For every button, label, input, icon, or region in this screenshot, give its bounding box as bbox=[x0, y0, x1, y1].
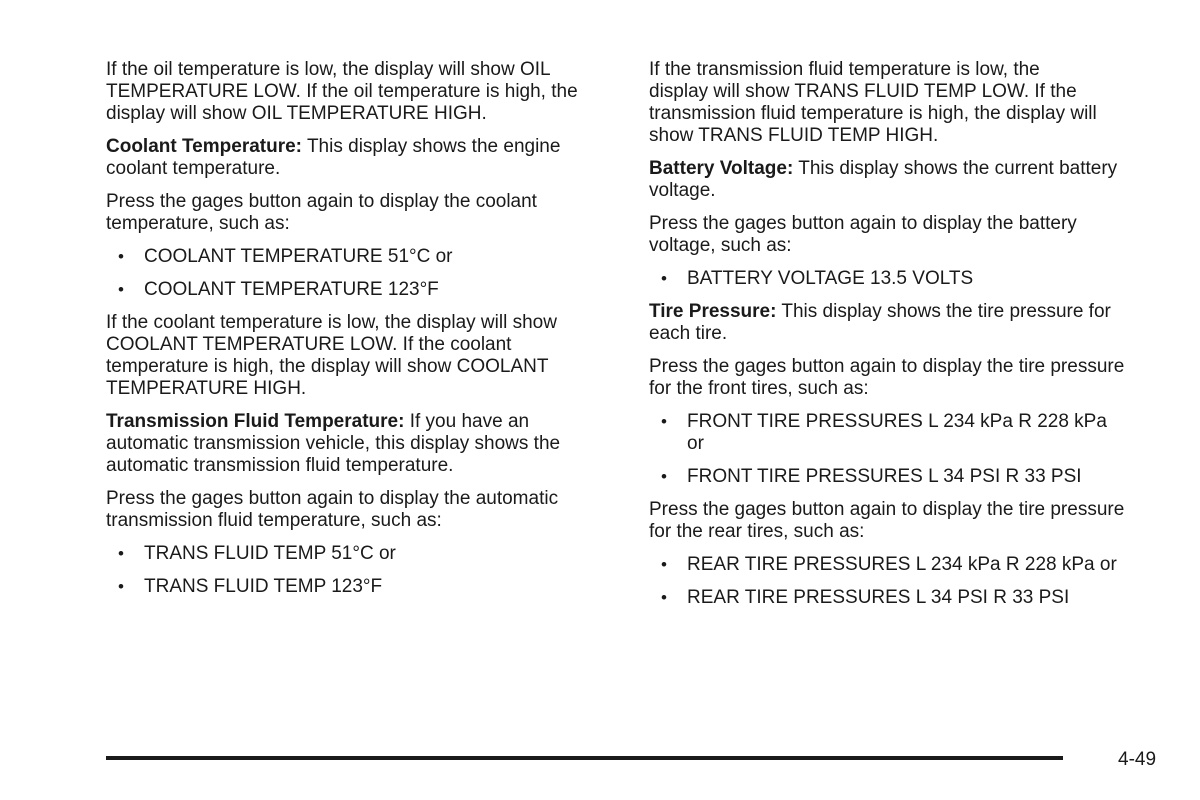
front-tire-press-paragraph: Press the gages button again to display the tire pressure for the front tires, such as: bbox=[649, 356, 1125, 399]
page-number: 4-49 bbox=[1118, 749, 1157, 770]
list-item bbox=[649, 587, 1169, 609]
list-item bbox=[649, 554, 1169, 576]
footer-rule bbox=[106, 756, 1063, 760]
bullet-icon: • bbox=[118, 544, 124, 563]
transmission-bullet-list bbox=[106, 543, 626, 598]
list-item bbox=[649, 411, 1169, 455]
transmission-fluid-temperature-term: Transmission Fluid Temperature: bbox=[106, 411, 405, 432]
battery-bullet-list bbox=[649, 268, 1169, 290]
transmission-low-high-paragraph: If the transmission fluid temperature is low, the display will show TRANS FLUID TEMP LOW. If the transmission fluid temperature is high, the display will show TRANS FLUID TEMP HIGH. bbox=[649, 59, 1097, 146]
list-item-text: TRANS FLUID TEMP 123°F bbox=[144, 576, 383, 597]
list-item bbox=[649, 268, 1169, 290]
coolant-bullet-list bbox=[106, 246, 626, 301]
list-item-text: BATTERY VOLTAGE 13.5 VOLTS bbox=[687, 268, 974, 289]
bullet-icon: • bbox=[661, 412, 667, 431]
bullet-icon: • bbox=[661, 555, 667, 574]
list-item-text: REAR TIRE PRESSURES L 234 kPa R 228 kPa or bbox=[687, 554, 1117, 575]
list-item bbox=[106, 576, 626, 598]
bullet-icon: • bbox=[661, 269, 667, 288]
list-item bbox=[649, 466, 1169, 488]
list-item-text: REAR TIRE PRESSURES L 34 PSI R 33 PSI bbox=[687, 587, 1070, 608]
bullet-icon: • bbox=[118, 577, 124, 596]
oil-temp-paragraph: If the oil temperature is low, the display will show OIL TEMPERATURE LOW. If the oil temperature is high, the display will show OIL TEMPERATURE HIGH. bbox=[106, 59, 578, 124]
list-item-text: TRANS FLUID TEMP 51°C or bbox=[144, 543, 396, 564]
coolant-temperature-term: Coolant Temperature: bbox=[106, 136, 303, 157]
coolant-temperature-paragraph bbox=[106, 136, 626, 180]
list-item-text: FRONT TIRE PRESSURES L 234 kPa R 228 kPa or bbox=[687, 411, 1107, 454]
bullet-icon: • bbox=[118, 247, 124, 266]
transmission-press-paragraph: Press the gages button again to display the automatic transmission fluid temperature, such as: bbox=[106, 488, 559, 531]
tire-pressure-paragraph bbox=[649, 301, 1169, 345]
coolant-low-high-paragraph: If the coolant temperature is low, the display will show COOLANT TEMPERATURE LOW. If the coolant temperature is high, the display will show COOLANT TEMPERATURE HIGH. bbox=[106, 312, 557, 399]
battery-press-paragraph: Press the gages button again to display the battery voltage, such as: bbox=[649, 213, 1077, 256]
rear-tire-press-paragraph: Press the gages button again to display the tire pressure for the rear tires, such as: bbox=[649, 499, 1125, 542]
list-item bbox=[106, 543, 626, 565]
battery-voltage-description: This display shows the current battery voltage. bbox=[649, 158, 1118, 201]
list-item-text: FRONT TIRE PRESSURES L 34 PSI R 33 PSI bbox=[687, 466, 1082, 487]
tire-pressure-term: Tire Pressure: bbox=[649, 301, 777, 322]
transmission-fluid-temperature-paragraph bbox=[106, 411, 626, 477]
battery-voltage-paragraph bbox=[649, 158, 1169, 202]
right-column bbox=[649, 59, 1169, 620]
coolant-temperature-description: This display shows the engine coolant temperature. bbox=[106, 136, 561, 179]
rear-tire-bullet-list bbox=[649, 554, 1169, 609]
transmission-fluid-temperature-description: If you have an automatic transmission vehicle, this display shows the automatic transmission fluid temperature. bbox=[106, 411, 561, 476]
list-item bbox=[106, 246, 626, 268]
bullet-icon: • bbox=[661, 467, 667, 486]
tire-pressure-description: This display shows the tire pressure for each tire. bbox=[649, 301, 1111, 344]
front-tire-bullet-list bbox=[649, 411, 1169, 488]
bullet-icon: • bbox=[661, 588, 667, 607]
battery-voltage-term: Battery Voltage: bbox=[649, 158, 794, 179]
bullet-icon: • bbox=[118, 280, 124, 299]
list-item bbox=[106, 279, 626, 301]
coolant-press-paragraph: Press the gages button again to display the coolant temperature, such as: bbox=[106, 191, 537, 234]
list-item-text: COOLANT TEMPERATURE 51°C or bbox=[144, 246, 453, 267]
list-item-text: COOLANT TEMPERATURE 123°F bbox=[144, 279, 439, 300]
left-column bbox=[106, 59, 626, 609]
